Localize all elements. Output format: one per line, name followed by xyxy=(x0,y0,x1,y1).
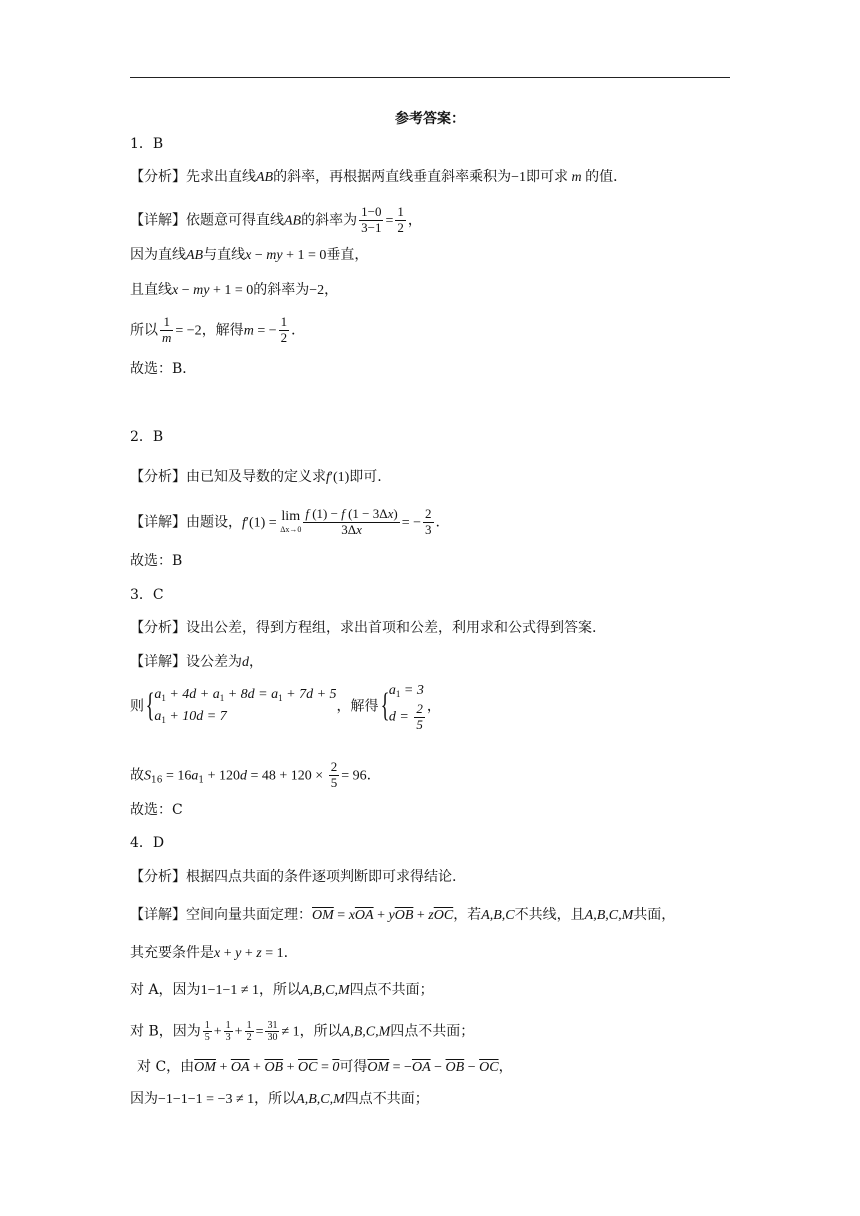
q1-head: 1．B xyxy=(130,136,164,152)
q4-option-b: 对 B，因为 $\frac{1}{5}$ + $\frac{1}{3}$ + $\frac{1}{2}$ = $\frac{31}{30}$ ≠ 1，所以A,B,C,M四点不共面； xyxy=(130,1020,475,1043)
q4-option-c: 对 C，由$\overline{OM} + \overline{OA} + \overline{OB} + \overline{OC} = 0$可得$\overline{OM} = -\overline{OA} - \overline{OB} - \overline{OC}$， xyxy=(137,1059,513,1075)
q4-detail: 【详解】空间向量共面定理：$\overline{OM} = x\overline{OA} + y\overline{OB} + z\overline{OC}$，若A,B,C不共线，且A,B,C,M共面， xyxy=(130,907,676,923)
q3-head: 3．C xyxy=(130,587,164,603)
q2-analysis: 【分析】由已知及导数的定义求f′(1)即可. xyxy=(130,469,382,485)
q4-option-a: 对 A，因为1−1−1 ≠ 1，所以A,B,C,M四点不共面； xyxy=(130,982,434,998)
page-title: 参考答案： xyxy=(395,111,465,127)
q2-head: 2．B xyxy=(130,429,164,445)
q1-slope: 且直线x − my + 1 = 0的斜率为−2， xyxy=(130,282,339,298)
half-fraction: $\frac{1}{2}$ xyxy=(397,204,404,235)
q3-system: 则{$a_1 + 4d + a_1 + 8d = a_1 + 7d + 5$ $a_1 + 10d = 7$，解得{$a_1 = 3$ d = $\frac{2}{5}$ ， xyxy=(130,683,441,732)
q1-detail: 【详解】依题意可得直线AB的斜率为 $\frac{1-0}{3-1}$ = $\frac{1}{2}$ ， xyxy=(130,204,422,235)
q4-condition: 其充要条件是x + y + z = 1. xyxy=(130,945,289,961)
q1-analysis: 【分析】先求出直线AB的斜率，再根据两直线垂直斜率乘积为−1即可求 m 的值． xyxy=(130,169,628,185)
header-rule xyxy=(130,77,730,78)
q3-detail: 【详解】设公差为d， xyxy=(130,654,263,670)
q3-sum: 故$S_{16} = 16a_1 + 120d = 48 + 120$ × $\frac{2}{5}$ = 96. xyxy=(130,759,372,790)
q1-choice: 故选：B． xyxy=(130,361,197,377)
q1-perpendicular: 因为直线AB与直线x − my + 1 = 0垂直， xyxy=(130,247,369,263)
q4-option-c-conclusion: 因为−1−1−1 = −3 ≠ 1，所以A,B,C,M四点不共面； xyxy=(130,1091,429,1107)
q4-head: 4．D xyxy=(130,835,165,851)
slope-fraction: $\frac{1-0}{3-1}$ xyxy=(361,204,382,235)
q4-analysis: 【分析】根据四点共面的条件逐项判断即可求得结论. xyxy=(130,869,457,885)
q3-choice: 故选：C xyxy=(130,802,183,818)
q2-choice: 故选：B xyxy=(130,553,183,569)
q3-analysis: 【分析】设出公差，得到方程组，求出首项和公差，利用求和公式得到答案. xyxy=(130,620,597,636)
q1-solve: 所以 $\frac{1}{m}$ = −2，解得m = − $\frac{1}{2}$ ． xyxy=(130,314,306,345)
q2-detail: 【详解】由题设，f′(1) = lim Δx→0 $\frac{f (1) - f (1 - 3\Delta x)}{3\Delta x}$ = − $\frac{2}{3}$ . xyxy=(130,506,440,537)
